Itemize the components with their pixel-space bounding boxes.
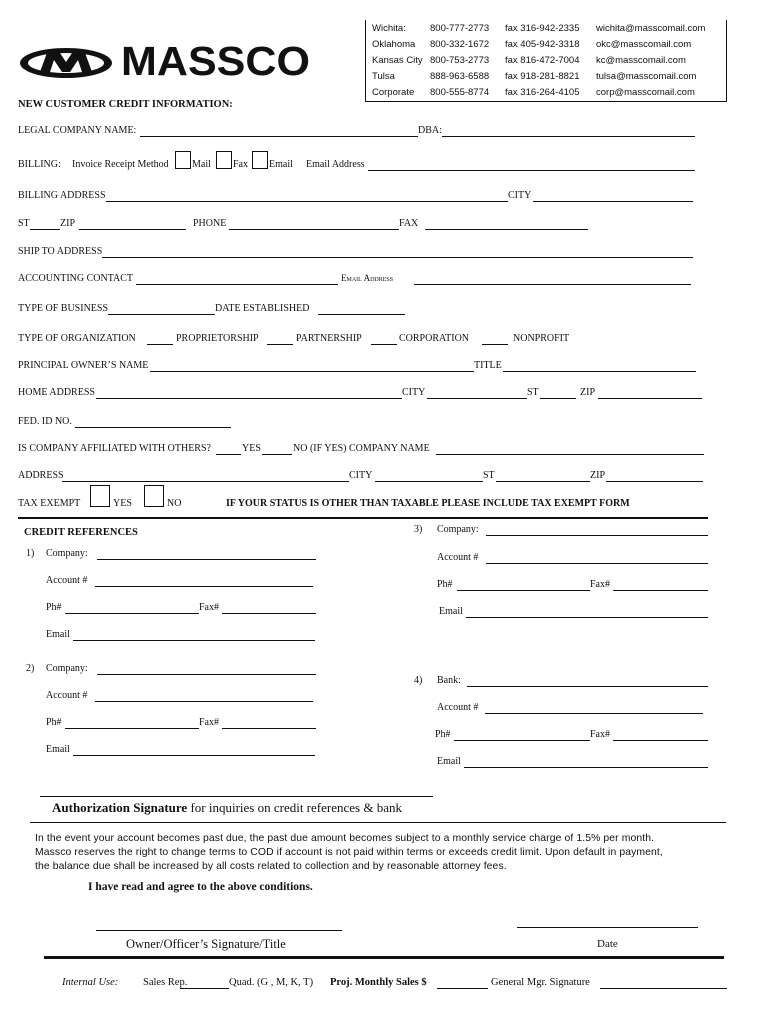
bank-email-label: Email	[437, 756, 461, 767]
credit-references-heading: CREDIT REFERENCES	[24, 527, 138, 538]
affiliate-zip-label: ZIP	[590, 470, 605, 481]
fax-number-field[interactable]	[425, 229, 588, 230]
contact-fax: fax 316-942-2335	[505, 23, 580, 34]
home-city-field[interactable]	[427, 398, 527, 399]
corporation-label: CORPORATION	[399, 333, 470, 344]
home-st-field[interactable]	[540, 398, 576, 399]
ref3-email-field[interactable]	[466, 617, 708, 618]
home-zip-label: ZIP	[580, 387, 595, 398]
ref2-company-field[interactable]	[97, 674, 316, 675]
affiliated-company-field[interactable]	[436, 454, 704, 455]
ref4-number: 4)	[414, 675, 423, 686]
bank-fax-label: Fax#	[590, 729, 610, 740]
billing-label: BILLING:	[18, 159, 61, 170]
type-business-field[interactable]	[108, 314, 215, 315]
ref3-email-label: Email	[439, 606, 463, 617]
contact-phone: 800-753-2773	[430, 55, 490, 66]
billing-st-label: ST	[18, 218, 30, 229]
billing-zip-label: ZIP	[60, 218, 75, 229]
affiliated-no-field[interactable]	[262, 454, 292, 455]
type-org-label: TYPE OF ORGANIZATION	[18, 333, 136, 344]
ref3-ph-field[interactable]	[457, 590, 590, 591]
date-label: Date	[597, 938, 618, 950]
billing-address-label: BILLING ADDRESS	[18, 190, 106, 201]
tax-exempt-note: IF YOUR STATUS IS OTHER THAN TAXABLE PLEASE INCLUDE TAX EXEMPT FORM	[226, 498, 630, 509]
contact-city: Oklahoma	[372, 39, 416, 50]
fax-label: Fax	[233, 159, 248, 170]
terms-top-rule	[30, 822, 726, 823]
ref1-number: 1)	[26, 548, 35, 559]
fax-checkbox[interactable]	[216, 151, 232, 169]
owner-title-field[interactable]	[503, 371, 696, 372]
ref1-account-field[interactable]	[95, 586, 313, 587]
ref1-fax-field[interactable]	[222, 613, 316, 614]
terms-line-2: Massco reserves the right to change terms to COD if account is not paid within terms or exceeds credit limit. Upon default in payment,	[35, 847, 663, 858]
ref3-account-label: Account #	[437, 552, 479, 563]
partnership-field[interactable]	[267, 344, 293, 345]
contact-fax: fax 816-472-7004	[505, 55, 580, 66]
tax-exempt-no-checkbox[interactable]	[144, 485, 164, 507]
principal-owner-label: PRINCIPAL OWNER’S NAME	[18, 360, 149, 371]
fed-id-field[interactable]	[75, 427, 231, 428]
ref3-ph-label: Ph#	[437, 579, 453, 590]
agree-statement: I have read and agree to the above conditions.	[88, 881, 313, 893]
affiliate-city-label: CITY	[349, 470, 373, 481]
ship-to-field[interactable]	[102, 257, 693, 258]
logo-text: MASSCO	[121, 38, 310, 84]
affiliated-yes-label: YES	[242, 443, 261, 454]
mail-checkbox[interactable]	[175, 151, 191, 169]
corporation-field[interactable]	[371, 344, 397, 345]
proprietorship-label: PROPRIETORSHIP	[176, 333, 259, 344]
authorization-signature-rest: for inquiries on credit references & bank	[187, 800, 402, 815]
tax-exempt-yes-checkbox[interactable]	[90, 485, 110, 507]
contact-fax: fax 316-264-4105	[505, 87, 580, 98]
gm-signature-label: General Mgr. Signature	[491, 977, 590, 988]
email-address-label: Email Address	[306, 159, 365, 170]
ref2-email-field[interactable]	[73, 755, 315, 756]
bank-email-field[interactable]	[464, 767, 708, 768]
legal-name-field[interactable]	[140, 136, 418, 137]
affiliate-zip-field[interactable]	[606, 481, 703, 482]
contact-phone: 800-555-8774	[430, 87, 490, 98]
affiliate-address-label: ADDRESS	[18, 470, 64, 481]
owner-title-label: TITLE	[474, 360, 502, 371]
contact-email: corp@masscomail.com	[596, 87, 695, 98]
ref2-account-label: Account #	[46, 690, 88, 701]
contact-phone: 800-332-1672	[430, 39, 490, 50]
date-established-field[interactable]	[318, 314, 405, 315]
ref3-fax-field[interactable]	[613, 590, 708, 591]
accounting-contact-field[interactable]	[136, 284, 338, 285]
ref3-number: 3)	[414, 524, 423, 535]
contact-phone: 800-777-2773	[430, 23, 490, 34]
affiliated-no-label: NO (IF YES) COMPANY NAME	[293, 443, 430, 454]
home-zip-field[interactable]	[598, 398, 702, 399]
partnership-label: PARTNERSHIP	[296, 333, 362, 344]
home-st-label: ST	[527, 387, 539, 398]
mail-label: Mail	[192, 159, 211, 170]
ref1-company-label: Company:	[46, 548, 88, 559]
contact-city: Kansas City	[372, 55, 423, 66]
contact-fax: fax 918-281-8821	[505, 71, 580, 82]
contact-email: wichita@masscomail.com	[596, 23, 706, 34]
ref3-account-field[interactable]	[486, 563, 708, 564]
bank-label: Bank:	[437, 675, 461, 686]
proj-sales-label: Proj. Monthly Sales $	[330, 977, 427, 988]
section-divider	[18, 517, 708, 519]
authorization-signature-bold: Authorization Signature	[52, 800, 188, 815]
internal-use-row	[62, 977, 118, 988]
ref1-account-label: Account #	[46, 575, 88, 586]
ref3-company-label: Company:	[437, 524, 479, 535]
phone-label: PHONE	[193, 218, 227, 229]
ref2-account-field[interactable]	[95, 701, 313, 702]
accounting-email-field[interactable]	[414, 284, 691, 285]
email-checkbox[interactable]	[252, 151, 268, 169]
ref2-fax-field[interactable]	[222, 728, 316, 729]
affiliated-label: IS COMPANY AFFILIATED WITH OTHERS?	[18, 443, 211, 454]
fed-id-label: FED. ID NO.	[18, 416, 72, 427]
ref2-ph-label: Ph#	[46, 717, 62, 728]
ref2-company-label: Company:	[46, 663, 88, 674]
affiliate-st-label: ST	[483, 470, 495, 481]
form-title: NEW CUSTOMER CREDIT INFORMATION:	[18, 99, 233, 110]
bank-account-field[interactable]	[485, 713, 703, 714]
ref1-company-field[interactable]	[97, 559, 316, 560]
sales-rep-label: Sales Rep.	[143, 977, 188, 988]
bank-ph-label: Ph#	[435, 729, 451, 740]
contact-city: Wichita:	[372, 23, 406, 34]
bottom-rule	[44, 956, 724, 959]
authorization-signature-label	[52, 800, 402, 816]
bank-ph-field[interactable]	[454, 740, 590, 741]
affiliate-st-field[interactable]	[496, 481, 590, 482]
contact-table	[365, 20, 727, 102]
bank-account-label: Account #	[437, 702, 479, 713]
internal-use-label: Internal Use:	[62, 977, 119, 988]
owner-signature-label: Owner/Officer’s Signature/Title	[126, 937, 286, 951]
affiliate-city-field[interactable]	[375, 481, 483, 482]
massco-logo-icon	[18, 42, 118, 82]
date-field[interactable]	[517, 927, 698, 928]
home-address-label: HOME ADDRESS	[18, 387, 95, 398]
nonprofit-label: NONPROFIT	[513, 333, 570, 344]
billing-city-label: CITY	[508, 190, 532, 201]
ref2-fax-label: Fax#	[199, 717, 219, 728]
contact-email: tulsa@masscomail.com	[596, 71, 697, 82]
contact-email: kc@masscomail.com	[596, 55, 686, 66]
billing-email-field[interactable]	[368, 170, 695, 171]
authorization-signature-field[interactable]	[40, 796, 433, 797]
bank-fax-field[interactable]	[613, 740, 708, 741]
type-business-label: TYPE OF BUSINESS	[18, 303, 109, 314]
quad-label: Quad. (G , M, K, T)	[229, 977, 314, 988]
contact-city: Tulsa	[372, 71, 395, 82]
contact-phone: 888-963-6588	[430, 71, 490, 82]
email-label: Email	[269, 159, 293, 170]
ref1-ph-label: Ph#	[46, 602, 62, 613]
ref1-fax-label: Fax#	[199, 602, 219, 613]
tax-exempt-yes-label: YES	[113, 498, 132, 509]
contact-email: okc@masscomail.com	[596, 39, 692, 50]
proprietorship-field[interactable]	[147, 344, 173, 345]
principal-owner-field[interactable]	[150, 371, 474, 372]
terms-line-1: In the event your account becomes past due, the past due amount becomes subject to a monthly service charge of 1.5% per month.	[35, 833, 655, 844]
tax-exempt-no-label: NO	[167, 498, 182, 509]
legal-name-label: LEGAL COMPANY NAME:	[18, 125, 137, 136]
accounting-contact-label: ACCOUNTING CONTACT	[18, 273, 134, 284]
owner-signature-field[interactable]	[96, 930, 342, 931]
invoice-method-label: Invoice Receipt Method	[72, 159, 169, 170]
affiliated-yes-field[interactable]	[216, 454, 241, 455]
gm-signature-field[interactable]	[600, 988, 727, 989]
billing-zip-field[interactable]	[79, 229, 186, 230]
home-address-field[interactable]	[96, 398, 402, 399]
tax-exempt-label: TAX EXEMPT	[18, 498, 81, 509]
massco-logo	[18, 38, 310, 84]
ref1-email-field[interactable]	[73, 640, 315, 641]
contact-fax: fax 405-942-3318	[505, 39, 580, 50]
dba-label: DBA:	[418, 125, 442, 136]
ref2-number: 2)	[26, 663, 35, 674]
ref2-email-label: Email	[46, 744, 70, 755]
home-city-label: CITY	[402, 387, 426, 398]
nonprofit-field[interactable]	[482, 344, 508, 345]
fax-number-label: FAX	[399, 218, 419, 229]
phone-field[interactable]	[229, 229, 399, 230]
ref1-ph-field[interactable]	[65, 613, 199, 614]
sales-rep-field[interactable]	[180, 988, 229, 989]
ref1-email-label: Email	[46, 629, 70, 640]
ref3-company-field[interactable]	[486, 535, 708, 536]
ref3-fax-label: Fax#	[590, 579, 610, 590]
dba-field[interactable]	[442, 136, 695, 137]
ship-to-label: SHIP TO ADDRESS	[18, 246, 103, 257]
bank-field[interactable]	[467, 686, 708, 687]
billing-city-field[interactable]	[533, 201, 693, 202]
contact-city: Corporate	[372, 87, 415, 98]
billing-address-field[interactable]	[106, 201, 508, 202]
accounting-email-label: Email Address	[341, 273, 394, 283]
date-established-label: DATE ESTABLISHED	[215, 303, 310, 314]
terms-line-3: the balance due shall be increased by all costs related to collection and by reasonable attorney fees.	[35, 861, 507, 872]
proj-sales-field[interactable]	[437, 988, 488, 989]
affiliate-address-field[interactable]	[62, 481, 349, 482]
billing-st-field[interactable]	[30, 229, 60, 230]
ref2-ph-field[interactable]	[65, 728, 199, 729]
